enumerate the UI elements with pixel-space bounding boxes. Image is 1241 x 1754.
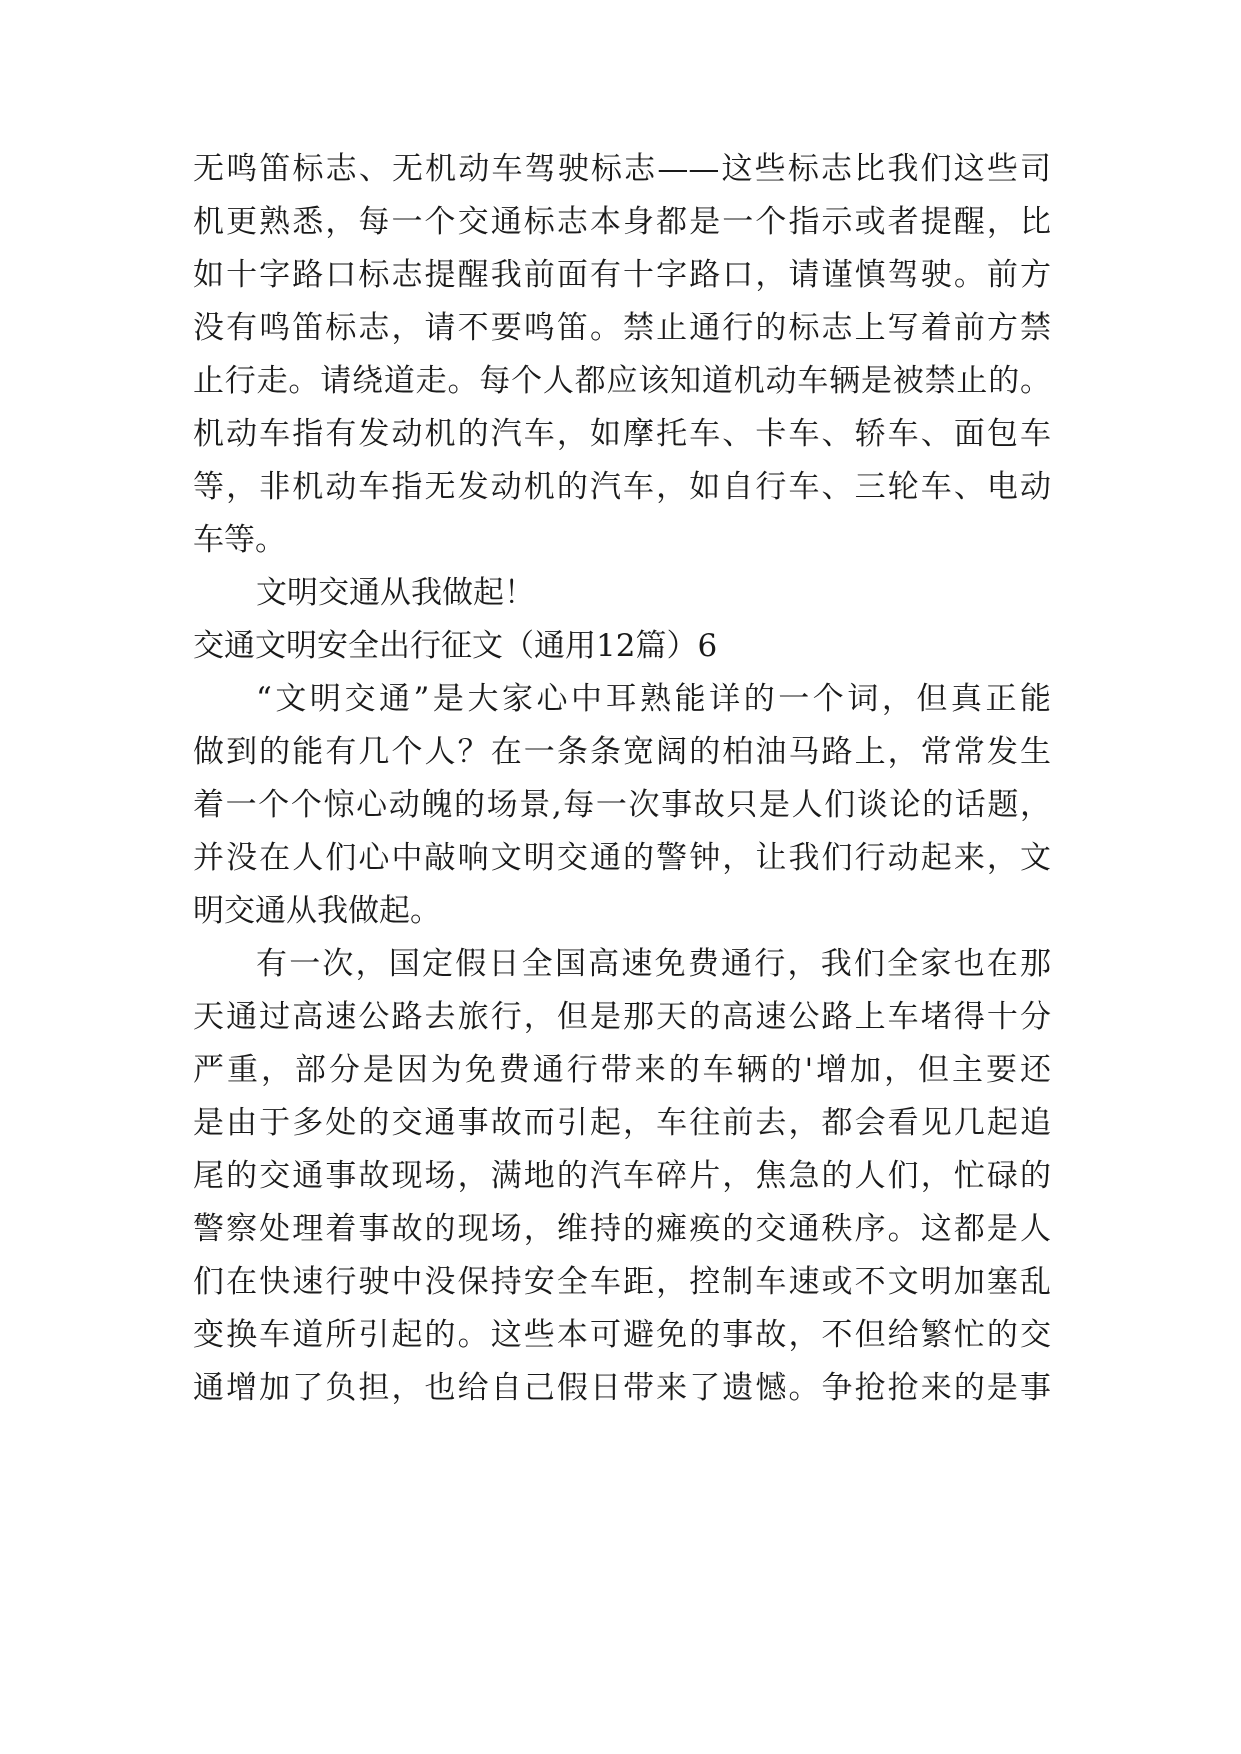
paragraph-line: 通增加了负担，也给自己假日带来了遗憾。争抢抢来的是事 — [193, 1370, 1051, 1406]
paragraph-line: 警察处理着事故的现场，维持的瘫痪的交通秩序。这都是人 — [193, 1211, 1051, 1247]
paragraph-line: 有一次，国定假日全国高速免费通行，我们全家也在那 — [256, 946, 1051, 982]
paragraph-line: 做到的能有几个人？在一条条宽阔的柏油马路上，常常发生 — [193, 734, 1051, 770]
paragraph-line: 变换车道所引起的。这些本可避免的事故，不但给繁忙的交 — [193, 1317, 1051, 1353]
paragraph-line: 机动车指有发动机的汽车，如摩托车、卡车、轿车、面包车 — [193, 416, 1051, 452]
paragraph-line: 们在快速行驶中没保持安全车距，控制车速或不文明加塞乱 — [193, 1264, 1051, 1300]
section-heading: 交通文明安全出行征文（通用12篇）6 — [193, 628, 718, 664]
paragraph-line: 没有鸣笛标志，请不要鸣笛。禁止通行的标志上写着前方禁 — [193, 310, 1051, 346]
slogan-line: 文明交通从我做起！ — [256, 575, 535, 611]
paragraph-line: 尾的交通事故现场，满地的汽车碎片，焦急的人们，忙碌的 — [193, 1158, 1051, 1194]
paragraph-line: 并没在人们心中敲响文明交通的警钟，让我们行动起来，文 — [193, 840, 1051, 876]
paragraph-line: 是由于多处的交通事故而引起，车往前去，都会看见几起追 — [193, 1105, 1051, 1141]
paragraph-line: 止行走。请绕道走。每个人都应该知道机动车辆是被禁止的。 — [193, 363, 1051, 399]
paragraph-line: 等，非机动车指无发动机的汽车，如自行车、三轮车、电动 — [193, 469, 1051, 505]
paragraph-line: 严重，部分是因为免费通行带来的车辆的'增加，但主要还 — [193, 1052, 1051, 1088]
paragraph-line: 如十字路口标志提醒我前面有十字路口，请谨慎驾驶。前方 — [193, 257, 1051, 293]
paragraph-line: 着一个个惊心动魄的场景,每一次事故只是人们谈论的话题， — [193, 787, 1051, 823]
paragraph-line: 机更熟悉，每一个交通标志本身都是一个指示或者提醒，比 — [193, 204, 1051, 240]
paragraph-line: 天通过高速公路去旅行，但是那天的高速公路上车堵得十分 — [193, 999, 1051, 1035]
paragraph-line: “文明交通”是大家心中耳熟能详的一个词，但真正能 — [256, 681, 1051, 717]
paragraph-line: 无鸣笛标志、无机动车驾驶标志——这些标志比我们这些司 — [193, 151, 1051, 187]
paragraph-line: 明交通从我做起。 — [193, 893, 441, 929]
paragraph-line: 车等。 — [193, 522, 286, 558]
